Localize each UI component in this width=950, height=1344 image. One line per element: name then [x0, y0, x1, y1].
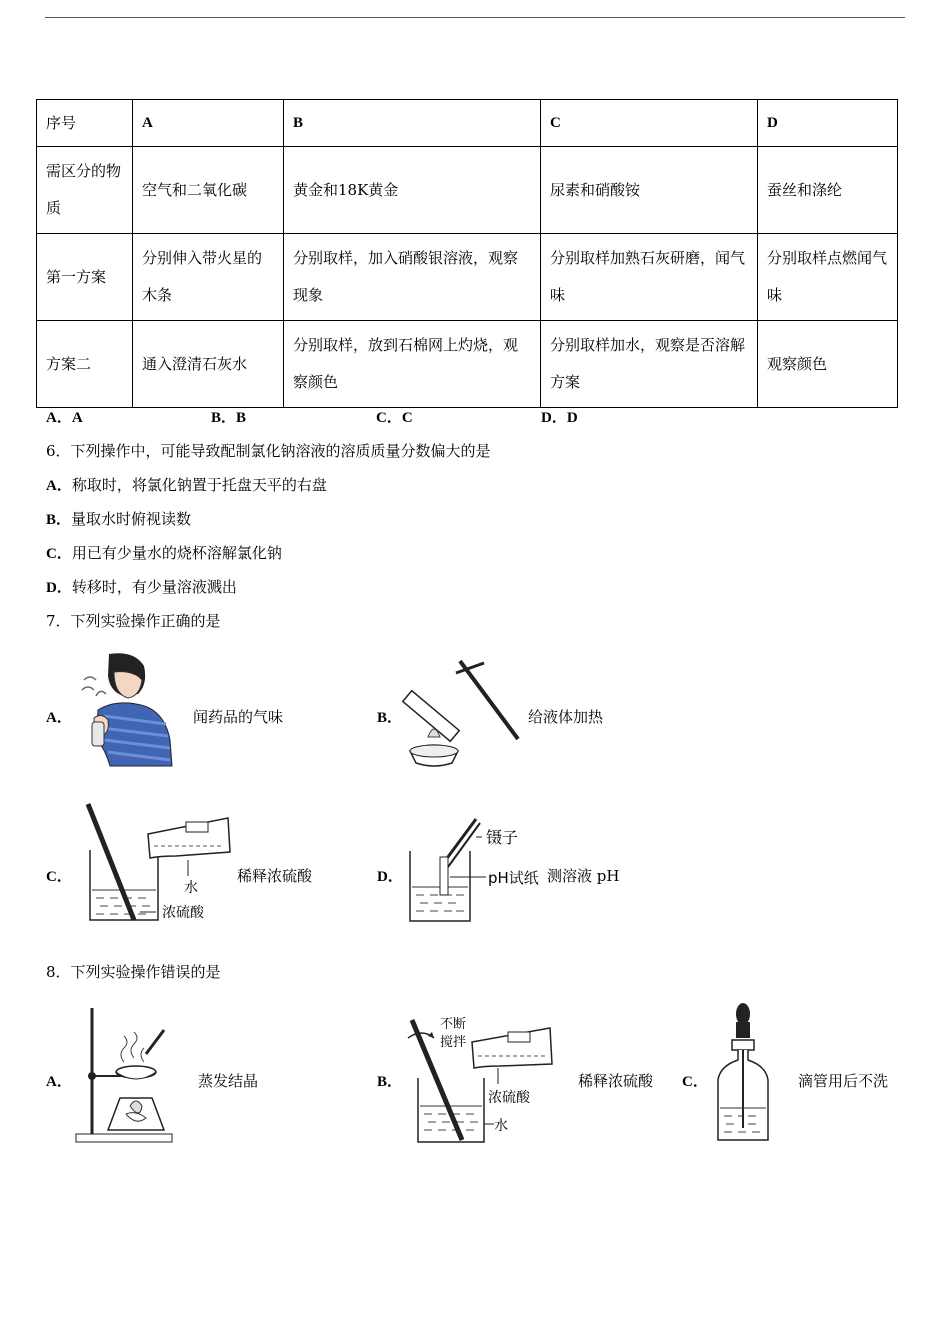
q7-option-d-label[interactable]: D． — [377, 869, 403, 885]
table-cell: 分别取样加水，观察是否溶解方案 — [541, 321, 758, 408]
q7-option-a-caption: 闻药品的气味 — [193, 708, 284, 726]
table-cell: 空气和二氧化碳 — [133, 147, 284, 234]
table-cell: 需区分的物质 — [37, 147, 133, 234]
option-label: D． — [46, 580, 72, 596]
option-text: D — [566, 410, 578, 426]
dropper-bottle-figure — [712, 1000, 774, 1144]
wrong-dilution-figure — [404, 1012, 556, 1144]
q7-option-d-caption: 测溶液 pH — [547, 867, 620, 885]
table-row — [37, 147, 898, 234]
option-text: 用已有少量水的烧杯溶解氯化钠 — [71, 544, 282, 562]
option-text: C — [401, 410, 413, 426]
concentrated-acid-annotation: 浓硫酸 — [488, 1090, 530, 1106]
option-label: B． — [46, 512, 72, 528]
header-rule — [45, 17, 905, 18]
option-label: C． — [46, 546, 72, 562]
table-header-cell: B — [284, 100, 541, 147]
q5-option-a[interactable] — [46, 406, 83, 427]
option-label: C． — [376, 410, 402, 426]
q6-option-a[interactable] — [46, 474, 327, 495]
option-label: B． — [211, 410, 237, 426]
option-label: A． — [46, 478, 72, 494]
q7-option-c-caption: 稀释浓硫酸 — [237, 867, 313, 885]
q5-option-c[interactable] — [376, 406, 413, 427]
q5-comparison-table — [36, 99, 898, 408]
stir-annotation-2: 搅拌 — [440, 1035, 467, 1050]
q8-option-b-caption: 稀释浓硫酸 — [578, 1072, 654, 1090]
table-cell: 分别取样，放到石棉网上灼烧，观察颜色 — [284, 321, 541, 408]
table-cell: 第一方案 — [37, 234, 133, 321]
q5-option-d[interactable] — [541, 406, 578, 427]
table-cell: 分别取样加熟石灰研磨，闻气味 — [541, 234, 758, 321]
q7-option-b-label[interactable]: B． — [377, 710, 403, 726]
table-header-cell: 序号 — [37, 100, 133, 147]
option-text: 称取时，将氯化钠置于托盘天平的右盘 — [71, 476, 327, 494]
table-header-cell: C — [541, 100, 758, 147]
test-tube-heating-figure — [400, 655, 525, 770]
table-cell: 黄金和18K黄金 — [284, 147, 541, 234]
table-cell: 分别取样，加入硝酸银溶液，观察现象 — [284, 234, 541, 321]
dilution-setup-figure — [80, 800, 235, 925]
option-label: D． — [541, 410, 567, 426]
option-text: 量取水时俯视读数 — [71, 510, 192, 528]
table-cell: 观察颜色 — [758, 321, 898, 408]
table-row — [37, 234, 898, 321]
option-text: A — [71, 410, 83, 426]
q8-option-a-caption: 蒸发结晶 — [198, 1072, 259, 1090]
table-cell: 尿素和硝酸铵 — [541, 147, 758, 234]
table-row — [37, 321, 898, 408]
q6-option-b[interactable] — [46, 508, 191, 529]
q8-option-c-caption: 滴管用后不洗 — [798, 1072, 889, 1090]
ph-test-figure — [406, 815, 546, 925]
q8-stem: 8．下列实验操作错误的是 — [46, 963, 221, 981]
ph-paper-annotation: pH试纸 — [488, 869, 539, 887]
q7-option-c-label[interactable]: C． — [46, 869, 72, 885]
q8-option-c-label[interactable]: C． — [682, 1074, 708, 1090]
table-header-cell: A — [133, 100, 284, 147]
q8-option-b-label[interactable]: B． — [377, 1074, 403, 1090]
option-text: 转移时，有少量溶液溅出 — [71, 578, 237, 596]
q6-option-c[interactable] — [46, 542, 282, 563]
table-header-cell: D — [758, 100, 898, 147]
evaporation-setup-figure — [72, 1002, 177, 1144]
q7-option-a-label[interactable]: A． — [46, 710, 72, 726]
q7-stem: 7．下列实验操作正确的是 — [46, 612, 221, 630]
table-header-row — [37, 100, 898, 147]
smelling-student-figure — [74, 650, 174, 768]
table-cell: 分别取样点燃闻气味 — [758, 234, 898, 321]
table-cell: 通入澄清石灰水 — [133, 321, 284, 408]
water-annotation: 水 — [494, 1118, 508, 1134]
water-annotation: 水 — [184, 880, 198, 896]
option-label: A． — [46, 410, 72, 426]
table-cell: 蚕丝和涤纶 — [758, 147, 898, 234]
q6-stem: 6．下列操作中，可能导致配制氯化钠溶液的溶质质量分数偏大的是 — [46, 442, 491, 460]
table-cell: 分别伸入带火星的木条 — [133, 234, 284, 321]
stir-annotation-1: 不断 — [440, 1017, 467, 1032]
tweezers-annotation: 镊子 — [486, 828, 519, 847]
q6-option-d[interactable] — [46, 576, 237, 597]
q8-option-a-label[interactable]: A． — [46, 1074, 72, 1090]
q5-option-b[interactable] — [211, 406, 246, 427]
q7-option-b-caption: 给液体加热 — [528, 708, 604, 726]
option-text: B — [236, 410, 247, 426]
table-cell: 方案二 — [37, 321, 133, 408]
concentrated-acid-annotation: 浓硫酸 — [162, 905, 204, 921]
